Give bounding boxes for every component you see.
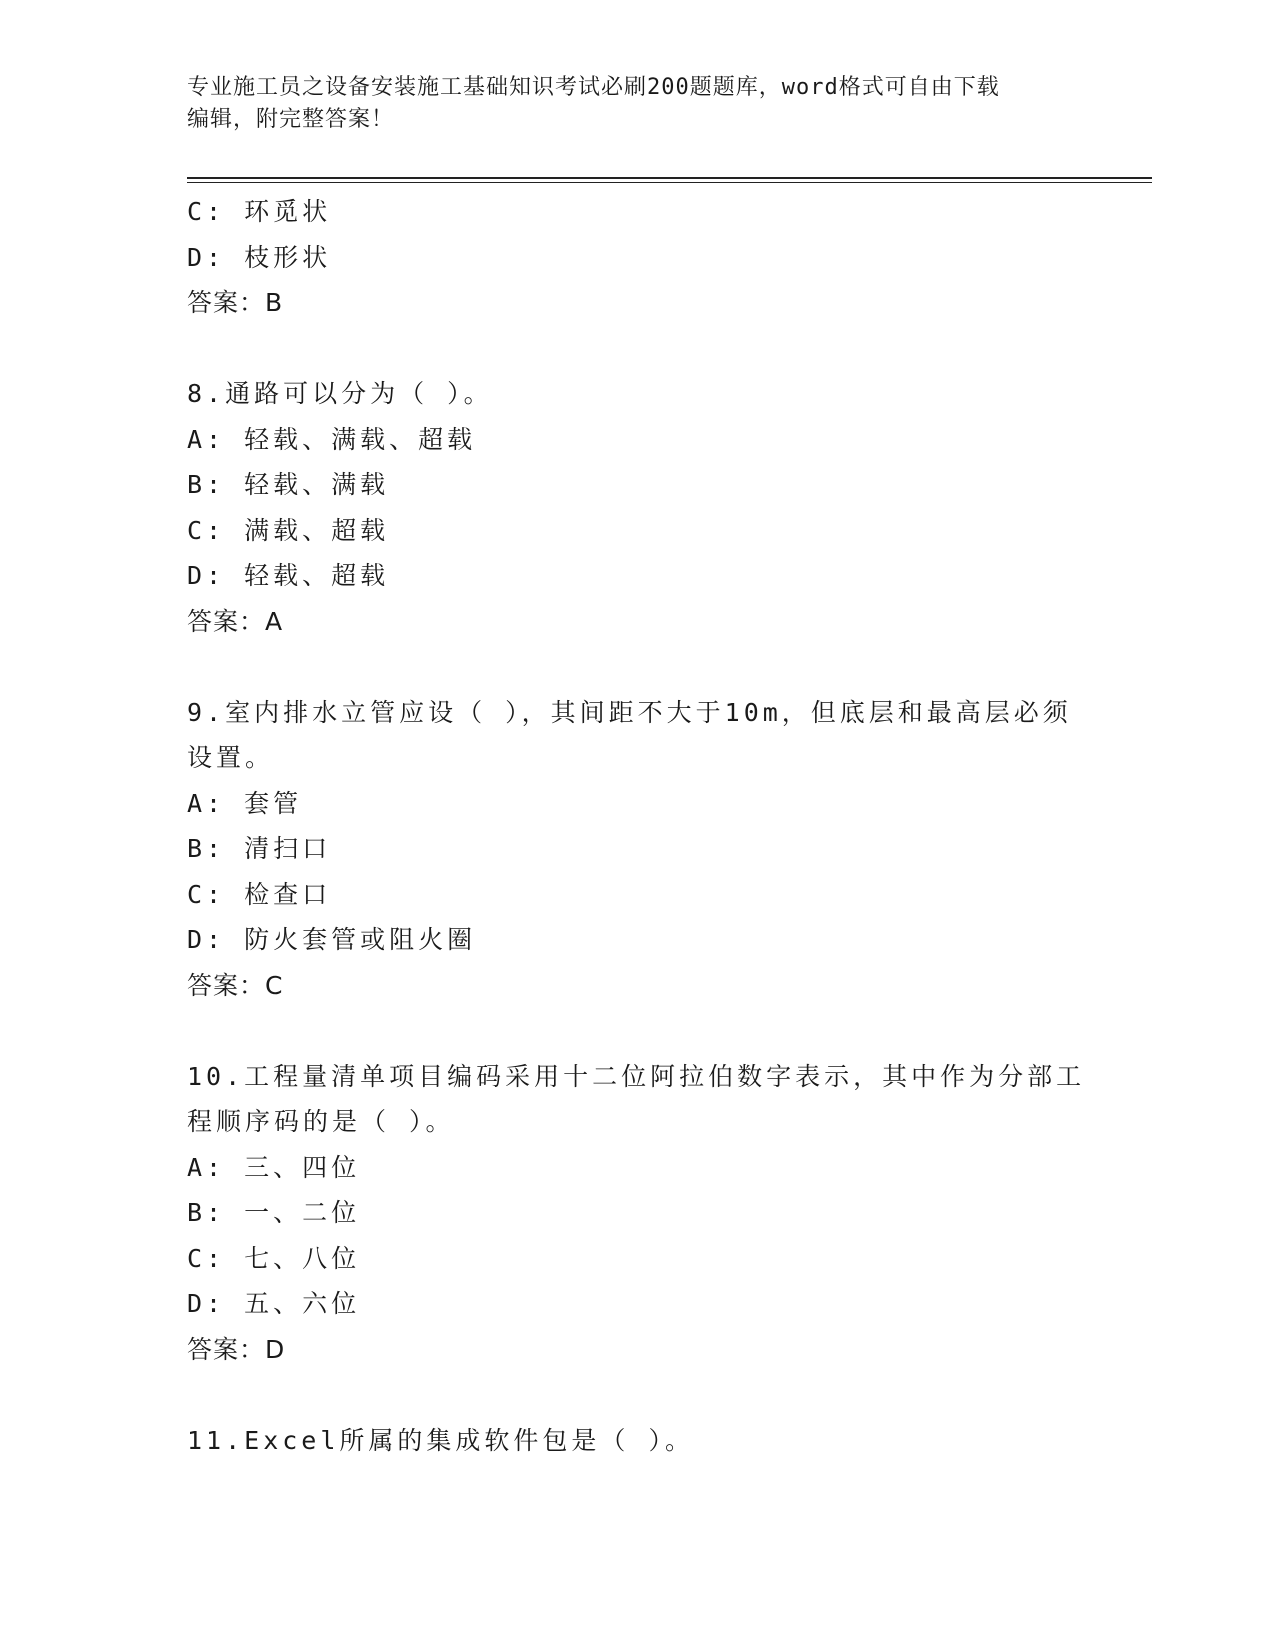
header-divider-thin <box>187 182 1152 183</box>
option-c: C: 满载、超载 <box>187 515 390 545</box>
question-text: 11.Excel所属的集成软件包是（ ）。 <box>187 1425 694 1455</box>
answer-line: 答案：B <box>187 288 284 317</box>
question-text: 8.通路可以分为（ ）。 <box>187 379 493 408</box>
question-text-line-1: 9.室内排水立管应设（ ），其间距不大于10m，但底层和最高层必须 <box>187 697 1072 727</box>
option-d: D: 轻载、超载 <box>187 561 390 590</box>
question-10 <box>187 1054 1087 1373</box>
option-c: C: 检查口 <box>187 879 332 909</box>
question-text-line-1: 10.工程量清单项目编码采用十二位阿拉伯数字表示，其中作为分部工 <box>187 1061 1086 1091</box>
question-text-line-2: 程顺序码的是（ ）。 <box>187 1107 455 1136</box>
option-b: B: 轻载、满载 <box>187 470 390 499</box>
question-8 <box>187 371 1087 644</box>
question-11 <box>187 1418 1087 1464</box>
answer-line: 答案：A <box>187 606 284 636</box>
option-b: B: 清扫口 <box>187 834 332 863</box>
question-7-tail <box>187 189 1087 326</box>
option-a: A: 三、四位 <box>187 1152 361 1182</box>
spacer <box>187 1008 1087 1054</box>
question-text-line-2: 设置。 <box>187 743 275 772</box>
option-d: D: 防火套管或阻火圈 <box>187 925 477 954</box>
header-line-2: 编辑，附完整答案！ <box>187 107 395 132</box>
question-9 <box>187 690 1087 1009</box>
spacer <box>187 326 1087 372</box>
option-c: C: 环觅状 <box>187 197 332 226</box>
answer-line: 答案：D <box>187 1334 286 1364</box>
option-b: B: 一、二位 <box>187 1198 361 1227</box>
answer-line: 答案：C <box>187 970 284 1000</box>
option-d: D: 五、六位 <box>187 1289 361 1318</box>
option-d: D: 枝形状 <box>187 242 332 272</box>
question-list <box>187 189 1087 1463</box>
header-line-1: 专业施工员之设备安装施工基础知识考试必刷200题题库，word格式可自由下载 <box>187 75 1000 100</box>
spacer <box>187 1372 1087 1418</box>
option-a: A: 套管 <box>187 788 303 818</box>
header-divider-thick <box>187 177 1152 179</box>
option-c: C: 七、八位 <box>187 1243 361 1273</box>
option-a: A: 轻载、满载、超载 <box>187 424 477 454</box>
spacer <box>187 644 1087 690</box>
document-header <box>187 72 1067 136</box>
